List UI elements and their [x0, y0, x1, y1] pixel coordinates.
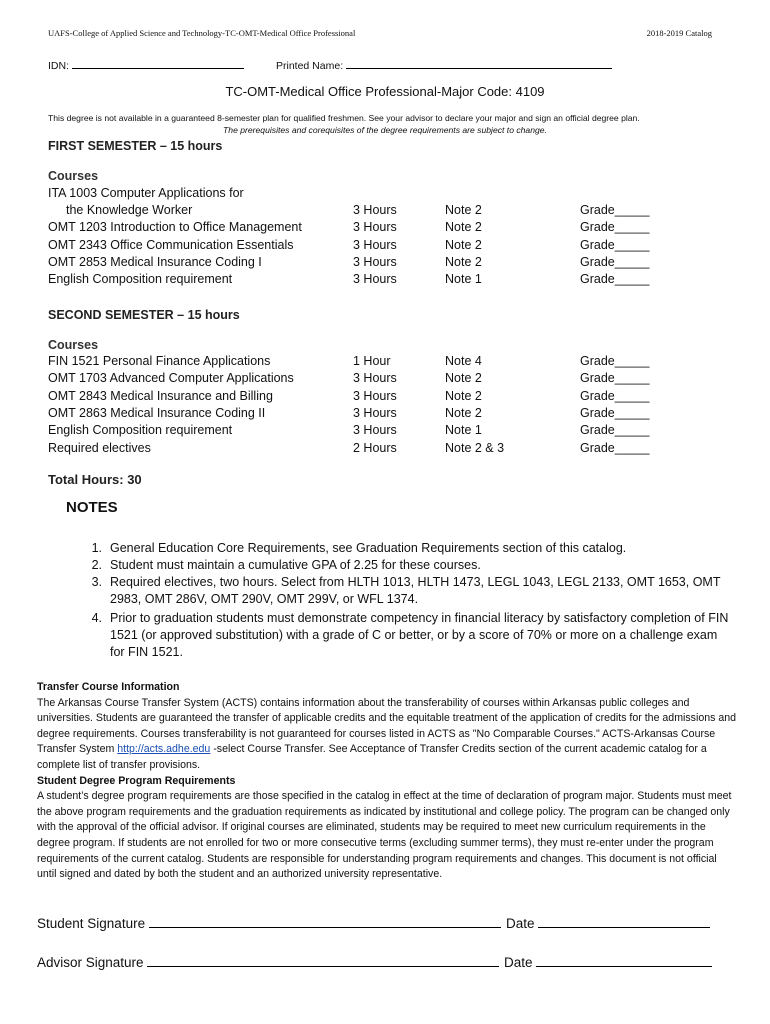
course-hours: 3 Hours — [353, 237, 397, 252]
degree-req-heading: Student Degree Program Requirements — [37, 774, 236, 787]
note-text: Student must maintain a cumulative GPA of 2.25 for these courses. — [110, 558, 481, 572]
student-date-row — [506, 916, 710, 931]
course-name: OMT 2863 Medical Insurance Coding II — [48, 405, 266, 420]
id-row — [48, 60, 244, 72]
course-note: Note 1 — [445, 272, 482, 287]
course-grade[interactable]: Grade_____ — [580, 423, 650, 438]
note-number: 4. — [91, 611, 102, 625]
id-label: IDN: — [48, 60, 69, 72]
student-signature-row — [37, 916, 501, 931]
advisor-date-label: Date — [504, 955, 533, 970]
course-note: Note 2 — [445, 203, 482, 217]
course-note: Note 2 — [445, 254, 482, 269]
total-hours: Total Hours: 30 — [48, 472, 142, 487]
prereq-note: The prerequisites and corequisites of the degree requirements are subject to change. — [223, 125, 547, 135]
course-name: Required electives — [48, 440, 151, 455]
degree-req-text: A student’s degree program requirements are those specified in the catalog in effect at the time of declaration of program major. Students must meet the above program requirements and the graduation requirements as indicated by institutional and college policy. The program can be changed only with the approval of the official advisor. If original courses are eliminated, students may be required to meet new curriculum requirements in the degree program. If students are not enrolled for two or more consecutive terms (excluding summer terms), they must re-enter under the program requirements of the current catalog. Students are responsible for understanding program requirements and changes. This document is not official until signed and dated by both the student and an authorized university representative. — [37, 790, 732, 881]
course-grade[interactable]: Grade_____ — [580, 388, 650, 403]
note-text: Required electives, two hours. Select from HLTH 1013, HLTH 1473, LEGL 1043, LEGL 2133, OMT 1653, OMT 2983, OMT 286V, OMT 290V, OMT 299V, or WFL 1374. — [110, 575, 721, 606]
note-text: Prior to graduation students must demonstrate competency in financial literacy by satisfactory completion of FIN 1521 (or approved substitution) with a grade of C or better, or by a score of 70% or more on a challenge exam for FIN 1521. — [110, 611, 729, 659]
table-row — [0, 370, 770, 387]
student-date-field[interactable] — [538, 926, 710, 928]
course-name: OMT 2343 Office Communication Essentials — [48, 237, 294, 252]
course-note: Note 2 & 3 — [445, 440, 505, 455]
student-signature-label: Student Signature — [37, 916, 146, 931]
course-hours: 3 Hours — [353, 220, 397, 235]
course-grade[interactable]: Grade_____ — [580, 272, 650, 287]
header-right: 2018-2019 Catalog — [646, 28, 712, 38]
advisor-date-field[interactable] — [536, 965, 712, 967]
course-hours: 2 Hours — [353, 440, 397, 455]
name-field[interactable] — [346, 67, 612, 69]
advisor-signature-label: Advisor Signature — [37, 955, 144, 970]
advisor-signature-row — [37, 955, 499, 970]
table-row — [0, 440, 770, 457]
course-note: Note 1 — [445, 423, 482, 438]
table-row — [0, 388, 770, 405]
course-note: Note 2 — [445, 220, 482, 235]
course-name: the Knowledge Worker — [66, 203, 193, 217]
course-hours: 3 Hours — [353, 423, 397, 438]
table-row — [0, 237, 770, 254]
note-number: 2. — [91, 558, 102, 572]
course-hours: 3 Hours — [353, 371, 397, 386]
table-row — [0, 422, 770, 439]
course-name: OMT 1703 Advanced Computer Applications — [48, 371, 294, 386]
course-grade[interactable]: Grade_____ — [580, 354, 650, 368]
course-note: Note 2 — [445, 405, 482, 420]
course-grade[interactable]: Grade_____ — [580, 440, 650, 455]
course-hours: 3 Hours — [353, 388, 397, 403]
table-row — [0, 219, 770, 236]
course-name: OMT 1203 Introduction to Office Management — [48, 220, 302, 235]
course-name: FIN 1521 Personal Finance Applications — [48, 354, 271, 368]
course-note: Note 2 — [445, 237, 482, 252]
transfer-section — [37, 680, 737, 883]
table-row — [0, 353, 770, 370]
course-note: Note 2 — [445, 371, 482, 386]
course-note: Note 2 — [445, 388, 482, 403]
first-course-line: ITA 1003 Computer Applications for — [48, 186, 244, 200]
name-row — [276, 60, 612, 72]
id-field[interactable] — [72, 67, 244, 69]
first-courses-label: Courses — [48, 169, 99, 183]
course-grade[interactable]: Grade_____ — [580, 254, 650, 269]
course-grade[interactable]: Grade_____ — [580, 220, 650, 235]
first-semester-heading: FIRST SEMESTER – 15 hours — [48, 139, 223, 153]
table-row — [0, 405, 770, 422]
student-signature-field[interactable] — [149, 926, 501, 928]
course-grade[interactable]: Grade_____ — [580, 203, 650, 217]
advisor-signature-field[interactable] — [147, 965, 499, 967]
table-row — [0, 271, 770, 288]
disclaimer: This degree is not available in a guaranteed 8-semester plan for qualified freshmen. See your advisor to declare your major and sign an official degree plan. — [48, 113, 640, 123]
course-note: Note 4 — [445, 354, 482, 368]
course-name: English Composition requirement — [48, 272, 233, 287]
second-courses-label: Courses — [48, 338, 99, 352]
note-text: General Education Core Requirements, see Graduation Requirements section of this catalog. — [110, 541, 627, 555]
course-name: OMT 2843 Medical Insurance and Billing — [48, 388, 273, 403]
table-row — [0, 202, 770, 219]
name-label: Printed Name: — [276, 60, 344, 72]
acts-link[interactable]: http://acts.adhe.edu — [117, 743, 211, 756]
header-left: UAFS-College of Applied Science and Technology-TC-OMT-Medical Office Professional — [48, 28, 356, 38]
transfer-text-after: -select Course Transfer. See Acceptance of Transfer Credits section of the current academic catalog for a complete list of transfer provisions. — [37, 743, 707, 771]
notes-title: NOTES — [66, 499, 118, 516]
note-number: 1. — [91, 541, 102, 555]
second-semester-heading: SECOND SEMESTER – 15 hours — [48, 308, 240, 322]
note-number: 3. — [91, 575, 102, 589]
course-grade[interactable]: Grade_____ — [580, 237, 650, 252]
table-row — [0, 254, 770, 271]
course-grade[interactable]: Grade_____ — [580, 371, 650, 386]
course-hours: 3 Hours — [353, 405, 397, 420]
student-date-label: Date — [506, 916, 535, 931]
course-grade[interactable]: Grade_____ — [580, 405, 650, 420]
course-name: English Composition requirement — [48, 423, 233, 438]
course-hours: 3 Hours — [353, 254, 397, 269]
advisor-date-row — [504, 955, 712, 970]
course-hours: 3 Hours — [353, 203, 397, 217]
transfer-heading: Transfer Course Information — [37, 681, 180, 693]
course-hours: 3 Hours — [353, 272, 397, 287]
page-title: TC-OMT-Medical Office Professional-Major Code: 4109 — [225, 84, 545, 99]
course-hours: 1 Hour — [353, 354, 391, 368]
course-name: OMT 2853 Medical Insurance Coding I — [48, 254, 262, 269]
transfer-text: The Arkansas Course Transfer System (ACTS) contains information about the transferability of courses within Arkansas public colleges and universities. Students are guaranteed the transfer of applicable credits and the equitable treatment of the application of credits for the admissions and degree requirements. Courses transferability is not guaranteed for courses listed in ACTS as "No Comparable Courses." ACTS-Arkansas Course Transfer System — [37, 696, 737, 756]
